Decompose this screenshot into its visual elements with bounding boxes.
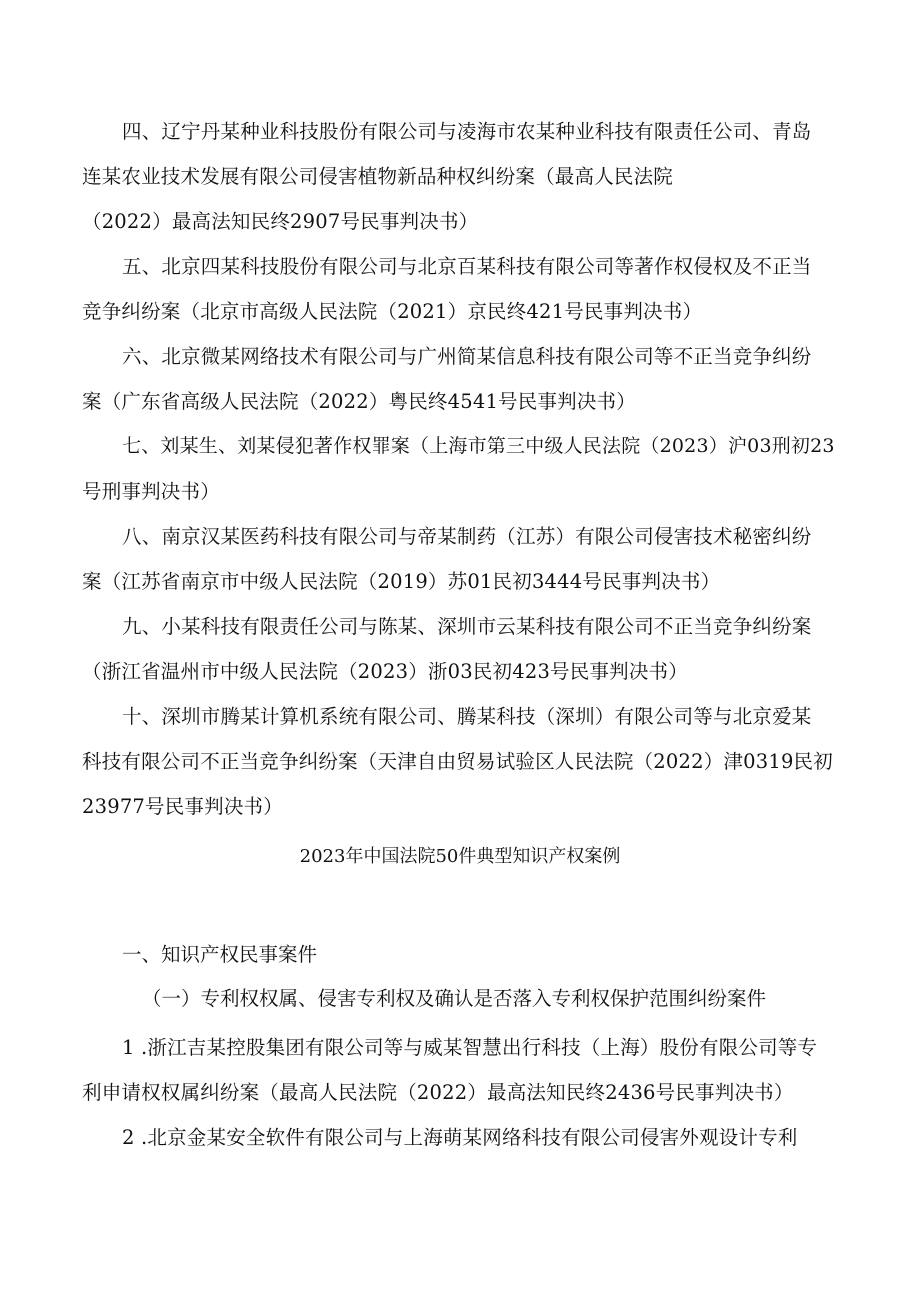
case-4-line-2: 连某农业技术发展有限公司侵害植物新品种权纠纷案（最高人民法院 bbox=[82, 165, 674, 188]
case-4-line-3: （2022）最高法知民终2907号民事判决书） bbox=[82, 210, 479, 233]
item-1-line-2: 利申请权权属纠纷案（最高人民法院（2022）最高法知民终2436号民事判决书） bbox=[82, 1081, 794, 1104]
case-paragraph-10 bbox=[82, 694, 838, 829]
case-6-line-1: 六、北京微某网络技术有限公司与广州简某信息科技有限公司等不正当竞争纠纷 bbox=[122, 345, 812, 368]
case-paragraph-6 bbox=[82, 334, 838, 424]
case-paragraph-9 bbox=[82, 604, 838, 694]
case-4-line-1: 四、辽宁丹某种业科技股份有限公司与凌海市农某种业科技有限责任公司、青岛 bbox=[122, 120, 812, 143]
item-paragraph-2 bbox=[82, 1115, 838, 1160]
case-7-line-2: 号刑事判决书） bbox=[82, 480, 220, 503]
case-paragraph-8 bbox=[82, 514, 838, 604]
case-8-line-2: 案（江苏省南京市中级人民法院（2019）苏01民初3444号民事判决书） bbox=[82, 570, 721, 593]
heading-civil-cases: 一、知识产权民事案件 bbox=[122, 943, 318, 966]
item-paragraph-1 bbox=[82, 1025, 838, 1115]
case-10-line-2: 科技有限公司不正当竞争纠纷案（天津自由贸易试验区人民法院（2022）津0319民初 bbox=[82, 750, 833, 773]
case-8-line-1: 八、南京汉某医药科技有限公司与帝某制药（江苏）有限公司侵害技术秘密纠纷 bbox=[122, 525, 812, 548]
case-6-line-2: 案（广东省高级人民法院（2022）粤民终4541号民事判决书） bbox=[82, 390, 636, 413]
section-title: 2023年中国法院50件典型知识产权案例 bbox=[299, 846, 621, 867]
case-paragraph-4 bbox=[82, 109, 838, 244]
case-paragraph-7 bbox=[82, 424, 838, 514]
case-10-line-3: 23977号民事判决书） bbox=[82, 795, 283, 818]
case-9-line-2: （浙江省温州市中级人民法院（2023）浙03民初423号民事判决书） bbox=[82, 660, 688, 683]
case-5-line-1: 五、北京四某科技股份有限公司与北京百某科技有限公司等著作权侵权及不正当 bbox=[122, 255, 812, 278]
subheading-patent-cases: （一）专利权权属、侵害专利权及确认是否落入专利权保护范围纠纷案件 bbox=[142, 987, 767, 1010]
case-paragraph-5 bbox=[82, 244, 838, 334]
case-10-line-1: 十、深圳市腾某计算机系统有限公司、腾某科技（深圳）有限公司等与北京爱某 bbox=[122, 705, 812, 728]
case-7-line-1: 七、刘某生、刘某侵犯著作权罪案（上海市第三中级人民法院（2023）沪03刑初23 bbox=[122, 435, 835, 457]
item-2-line-1: 2 .北京金某安全软件有限公司与上海萌某网络科技有限公司侵害外观设计专利 bbox=[122, 1126, 798, 1149]
item-1-line-1: 1 .浙江吉某控股集团有限公司等与威某智慧出行科技（上海）股份有限公司等专 bbox=[122, 1036, 818, 1059]
case-9-line-1: 九、小某科技有限责任公司与陈某、深圳市云某科技有限公司不正当竞争纠纷案 bbox=[122, 615, 812, 638]
case-5-line-2: 竞争纠纷案（北京市高级人民法院（2021）京民终421号民事判决书） bbox=[82, 300, 703, 323]
